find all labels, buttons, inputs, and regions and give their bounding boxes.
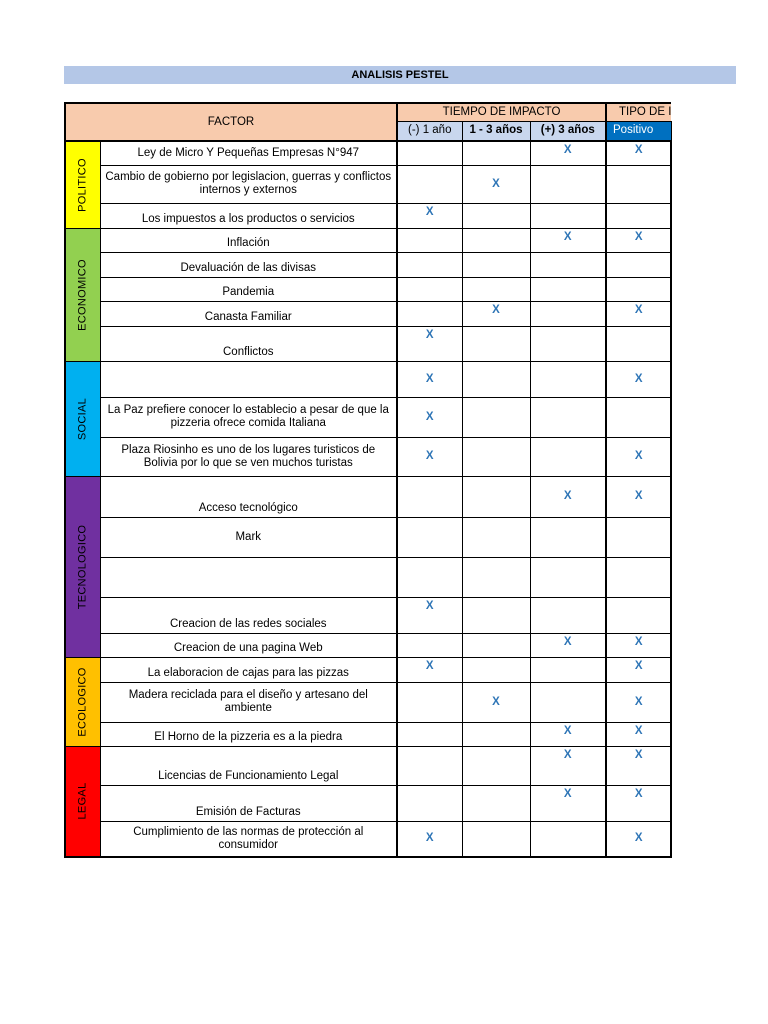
mark-t1: X — [397, 437, 462, 476]
mark-t2: X — [462, 301, 530, 326]
factor-cell: Madera reciclada para el diseño y artesano del ambiente — [100, 682, 397, 722]
category-label-legal: LEGAL — [76, 782, 89, 820]
pestel-table — [64, 102, 672, 858]
mark-t2 — [462, 517, 530, 557]
factor-cell: Acceso tecnológico — [100, 476, 397, 517]
mark-t3 — [530, 597, 606, 633]
category-label-politico: POLITICO — [76, 157, 89, 212]
mark-positivo: X — [606, 746, 671, 785]
mark-positivo — [606, 277, 671, 301]
mark-positivo: X — [606, 476, 671, 517]
mark-t2 — [462, 361, 530, 397]
mark-t2 — [462, 821, 530, 857]
factor-cell: Plaza Riosinho es uno de los lugares turisticos de Bolivia por lo que se ven muchos turistas — [100, 437, 397, 476]
mark-t1 — [397, 746, 462, 785]
mark-t1: X — [397, 361, 462, 397]
mark-t3 — [530, 252, 606, 277]
factor-header: FACTOR — [65, 103, 397, 141]
mark-t2 — [462, 557, 530, 597]
mark-t3 — [530, 437, 606, 476]
mark-t2 — [462, 476, 530, 517]
factor-cell: Cambio de gobierno por legislacion, guerras y conflictos internos y externos — [100, 165, 397, 203]
mark-t2 — [462, 597, 530, 633]
mark-t3 — [530, 361, 606, 397]
mark-t3: X — [530, 141, 606, 165]
factor-cell: Ley de Micro Y Pequeñas Empresas N°947 — [100, 141, 397, 165]
factor-cell: Cumplimiento de las normas de protección al consumidor — [100, 821, 397, 857]
mark-t3 — [530, 326, 606, 361]
factor-cell: Inflación — [100, 228, 397, 252]
col-header-positivo: Positivo — [606, 121, 671, 141]
col-header-t2: 1 - 3 años — [462, 121, 530, 141]
factor-cell — [100, 557, 397, 597]
mark-positivo — [606, 165, 671, 203]
mark-t3 — [530, 682, 606, 722]
mark-t1: X — [397, 397, 462, 437]
col-header-t1: (-) 1 año — [397, 121, 462, 141]
category-label-ecologico: ECOLOGICO — [76, 666, 89, 737]
category-label-economico: ECONOMICO — [76, 258, 89, 331]
factor-cell: Creacion de una pagina Web — [100, 633, 397, 657]
mark-t1 — [397, 517, 462, 557]
mark-t1: X — [397, 203, 462, 228]
mark-positivo — [606, 557, 671, 597]
mark-t3 — [530, 165, 606, 203]
mark-t1 — [397, 165, 462, 203]
mark-positivo: X — [606, 141, 671, 165]
mark-positivo: X — [606, 437, 671, 476]
mark-t3: X — [530, 785, 606, 821]
mark-t2: X — [462, 682, 530, 722]
category-label-tecnologico: TECNOLOGICO — [76, 524, 89, 609]
mark-positivo — [606, 597, 671, 633]
factor-cell: Canasta Familiar — [100, 301, 397, 326]
mark-t1 — [397, 557, 462, 597]
mark-positivo — [606, 397, 671, 437]
mark-positivo: X — [606, 785, 671, 821]
mark-t2 — [462, 397, 530, 437]
mark-t3: X — [530, 746, 606, 785]
mark-t3 — [530, 203, 606, 228]
mark-positivo — [606, 326, 671, 361]
mark-positivo: X — [606, 682, 671, 722]
mark-t3 — [530, 821, 606, 857]
mark-t1 — [397, 722, 462, 746]
factor-cell: Conflictos — [100, 326, 397, 361]
mark-positivo: X — [606, 722, 671, 746]
mark-t1 — [397, 277, 462, 301]
mark-t2 — [462, 437, 530, 476]
mark-t2 — [462, 203, 530, 228]
factor-cell — [100, 361, 397, 397]
factor-cell: Pandemia — [100, 277, 397, 301]
mark-t1: X — [397, 326, 462, 361]
mark-t1 — [397, 633, 462, 657]
mark-positivo: X — [606, 361, 671, 397]
tipo-header: TIPO DE I — [606, 103, 671, 121]
mark-t1 — [397, 252, 462, 277]
factor-cell: La elaboracion de cajas para las pizzas — [100, 657, 397, 682]
mark-t1: X — [397, 657, 462, 682]
mark-positivo: X — [606, 633, 671, 657]
mark-t2 — [462, 228, 530, 252]
mark-t1 — [397, 141, 462, 165]
mark-t1 — [397, 228, 462, 252]
factor-cell: Devaluación de las divisas — [100, 252, 397, 277]
mark-positivo — [606, 252, 671, 277]
mark-t1: X — [397, 821, 462, 857]
col-header-t3: (+) 3 años — [530, 121, 606, 141]
mark-t2 — [462, 277, 530, 301]
mark-t3: X — [530, 228, 606, 252]
mark-t2 — [462, 141, 530, 165]
mark-t2: X — [462, 165, 530, 203]
mark-t1 — [397, 301, 462, 326]
category-legal — [65, 746, 100, 857]
mark-t2 — [462, 722, 530, 746]
category-tecnologico — [65, 476, 100, 657]
factor-cell: El Horno de la pizzeria es a la piedra — [100, 722, 397, 746]
mark-t1 — [397, 682, 462, 722]
factor-cell: Licencias de Funcionamiento Legal — [100, 746, 397, 785]
tiempo-header: TIEMPO DE IMPACTO — [397, 103, 606, 121]
mark-t3 — [530, 517, 606, 557]
factor-cell: Creacion de las redes sociales — [100, 597, 397, 633]
mark-positivo: X — [606, 301, 671, 326]
mark-t2 — [462, 252, 530, 277]
mark-positivo — [606, 517, 671, 557]
sheet-title: ANALISIS PESTEL — [64, 66, 736, 84]
mark-positivo — [606, 203, 671, 228]
mark-t2 — [462, 633, 530, 657]
mark-positivo: X — [606, 228, 671, 252]
mark-t3 — [530, 277, 606, 301]
mark-t1: X — [397, 597, 462, 633]
mark-t2 — [462, 785, 530, 821]
mark-t1 — [397, 785, 462, 821]
factor-cell: Emisión de Facturas — [100, 785, 397, 821]
mark-t3: X — [530, 633, 606, 657]
mark-t3: X — [530, 722, 606, 746]
category-label-social: SOCIAL — [76, 397, 89, 440]
mark-t2 — [462, 326, 530, 361]
factor-cell: Los impuestos a los productos o servicios — [100, 203, 397, 228]
category-ecologico — [65, 657, 100, 746]
mark-t2 — [462, 746, 530, 785]
mark-t3: X — [530, 476, 606, 517]
mark-t2 — [462, 657, 530, 682]
mark-positivo: X — [606, 821, 671, 857]
category-economico — [65, 228, 100, 361]
mark-t3 — [530, 657, 606, 682]
factor-cell: Mark — [100, 517, 397, 557]
category-social — [65, 361, 100, 476]
mark-t3 — [530, 301, 606, 326]
factor-cell: La Paz prefiere conocer lo establecio a pesar de que la pizzeria ofrece comida Italiana — [100, 397, 397, 437]
mark-t1 — [397, 476, 462, 517]
category-politico — [65, 141, 100, 228]
mark-t3 — [530, 557, 606, 597]
mark-positivo: X — [606, 657, 671, 682]
mark-t3 — [530, 397, 606, 437]
